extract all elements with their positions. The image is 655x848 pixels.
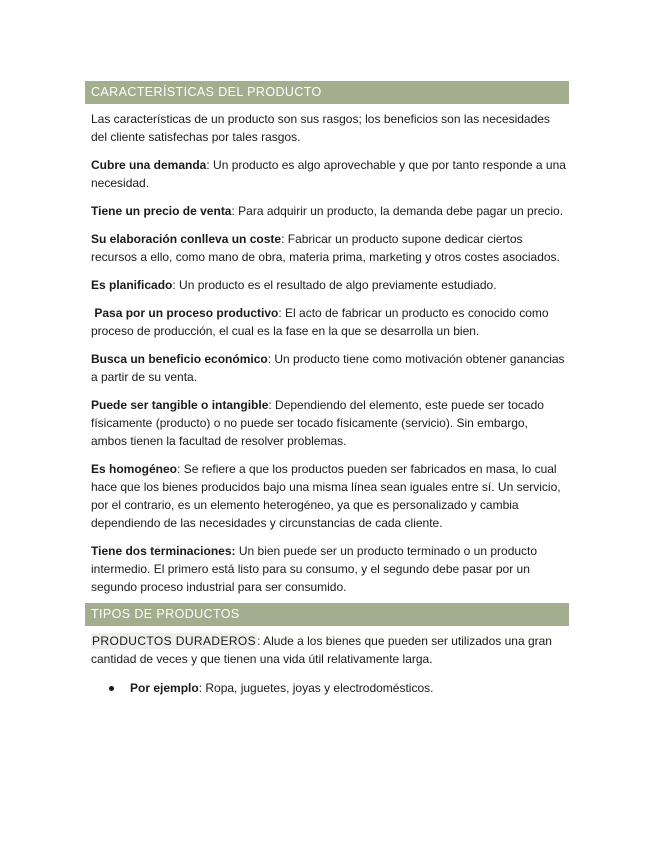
characteristic-text: Fabricar un producto supone dedicar ciertos recursos a ello, como mano de obra, materia prima, marketing y otros costes asociados. [91, 232, 560, 264]
characteristic-text: Un producto es algo aprovechable y que por tanto responde a una necesidad. [91, 158, 566, 190]
characteristic-paragraph [85, 156, 569, 192]
characteristic-term: Busca un beneficio económico [91, 352, 268, 366]
characteristic-text: Un producto tiene como motivación obtener ganancias a partir de su venta. [91, 352, 565, 384]
product-type-term: PRODUCTOS DURADEROS [92, 634, 257, 648]
characteristic-term: Tiene un precio de venta [91, 204, 232, 218]
term-separator: : [267, 352, 275, 366]
document-page [85, 81, 569, 697]
characteristic-text: Dependiendo del elemento, este puede ser tocado físicamente (producto) o no puede ser tocado físicamente (servicio). Sin embargo, ambos tienen la facultad de resolver problemas. [91, 398, 544, 448]
term-separator: : [206, 158, 214, 172]
characteristic-text: El acto de fabricar un producto es conocido como proceso de producción, el cual es la fase en la que se desarrolla un bien. [91, 306, 549, 338]
characteristic-text: Para adquirir un producto, la demanda debe pagar un precio. [238, 204, 564, 218]
list-item [85, 679, 569, 697]
characteristic-term: Es homogéneo [91, 462, 178, 476]
characteristic-term: Tiene dos terminaciones: [91, 544, 236, 558]
example-text: Ropa, juguetes, joyas y electrodomésticos. [205, 681, 434, 695]
section-heading-caracteristicas: CARACTERÍSTICAS DEL PRODUCTO [85, 81, 569, 104]
term-separator: : [257, 634, 264, 648]
term-separator: : [172, 278, 180, 292]
characteristic-paragraph [85, 460, 569, 532]
bullet-icon [109, 686, 114, 691]
characteristic-paragraph [85, 396, 569, 450]
term-separator: : [231, 204, 239, 218]
term-separator: : [278, 306, 286, 320]
term-separator: : [281, 232, 288, 246]
characteristic-paragraph [85, 276, 569, 294]
characteristic-paragraph [85, 230, 569, 266]
product-type-paragraph [85, 632, 569, 668]
characteristic-text: Un producto es el resultado de algo previamente estudiado. [179, 278, 497, 292]
characteristic-paragraph [85, 304, 569, 340]
term-separator: : [268, 398, 276, 412]
product-type-text: Alude a los bienes que pueden ser utilizados una gran cantidad de veces y que tienen una vida útil relativamente larga. [91, 634, 552, 666]
example-list [85, 679, 569, 697]
characteristic-term: Puede ser tangible o intangible [91, 398, 269, 412]
characteristic-text: Se refiere a que los productos pueden ser fabricados en masa, lo cual hace que los bienes producidos bajo una misma línea sean iguales entre sí. Un servicio, por el contrario, es un elemento heterogéneo, ya que es personalizado y cambia dependiendo de las necesidades y circunstancias de cada cliente. [91, 462, 561, 530]
section-heading-tipos: TIPOS DE PRODUCTOS [85, 603, 569, 626]
characteristic-term: Cubre una demanda [91, 158, 207, 172]
characteristic-term: Su elaboración conlleva un coste [91, 232, 282, 246]
characteristic-term: Pasa por un proceso productivo [94, 306, 279, 320]
characteristic-term: Es planificado [91, 278, 173, 292]
intro-paragraph: Las características de un producto son sus rasgos; los beneficios son las necesidades del cliente satisfechas por tales rasgos. [91, 112, 550, 144]
term-separator: : [198, 681, 206, 695]
characteristic-paragraph [85, 350, 569, 386]
example-term: Por ejemplo [130, 681, 199, 695]
characteristic-paragraph [85, 542, 569, 596]
characteristic-text: Un bien puede ser un producto terminado o un producto intermedio. El primero está listo para su consumo, y el segundo debe pasar por un segundo proceso industrial para ser consumido. [91, 544, 538, 594]
term-separator: : [177, 462, 184, 476]
characteristic-paragraph [85, 202, 569, 220]
